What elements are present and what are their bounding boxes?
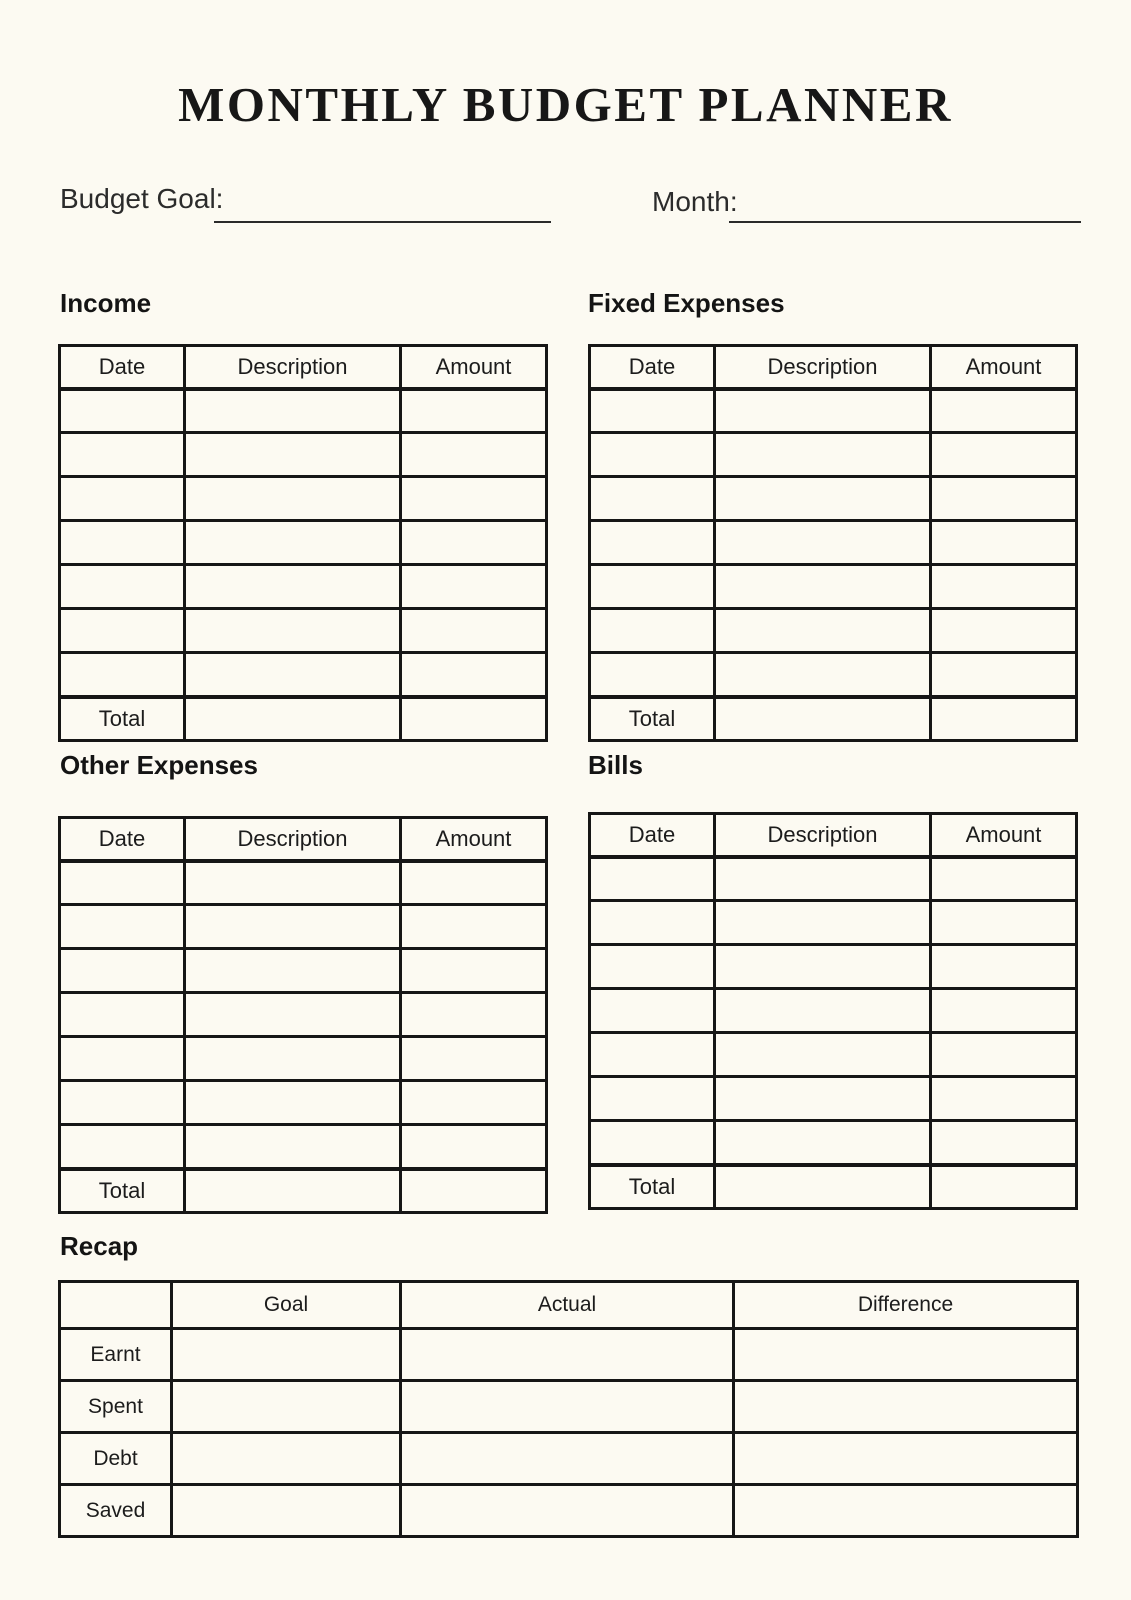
other-expenses-date-cell[interactable]	[60, 1081, 185, 1125]
bills-amount-cell[interactable]	[931, 857, 1077, 901]
other-expenses-total-label: Total	[60, 1169, 185, 1213]
budget-goal-label: Budget Goal:	[60, 183, 224, 214]
recap-earnt-goal-cell[interactable]	[172, 1329, 401, 1381]
fixed-expenses-amount-cell[interactable]	[931, 565, 1077, 609]
bills-row	[590, 1121, 1077, 1165]
income-description-cell[interactable]	[185, 609, 401, 653]
fixed-expenses-column-header-description: Description	[715, 346, 931, 389]
bills-amount-cell[interactable]	[931, 945, 1077, 989]
income-row	[60, 389, 547, 433]
income-amount-cell[interactable]	[401, 521, 547, 565]
fixed-expenses-row	[590, 653, 1077, 697]
income-description-cell[interactable]	[185, 565, 401, 609]
fixed-expenses-date-cell[interactable]	[590, 521, 715, 565]
bills-row	[590, 1033, 1077, 1077]
other-expenses-header-row	[60, 818, 547, 861]
other-expenses-amount-cell[interactable]	[401, 1037, 547, 1081]
bills-amount-cell[interactable]	[931, 989, 1077, 1033]
section-heading-fixed-expenses: Fixed Expenses	[588, 288, 785, 318]
other-expenses-row	[60, 949, 547, 993]
other-expenses-amount-cell[interactable]	[401, 1081, 547, 1125]
fixed-expenses-row	[590, 565, 1077, 609]
other-expenses-row	[60, 1081, 547, 1125]
other-expenses-date-cell[interactable]	[60, 1037, 185, 1081]
income-description-cell[interactable]	[185, 521, 401, 565]
income-description-cell[interactable]	[185, 653, 401, 697]
bills-description-cell[interactable]	[715, 1033, 931, 1077]
month-label: Month:	[652, 186, 738, 217]
bills-amount-cell[interactable]	[931, 1121, 1077, 1165]
income-amount-cell[interactable]	[401, 389, 547, 433]
income-total-row	[60, 697, 547, 741]
other-expenses-date-cell[interactable]	[60, 905, 185, 949]
income-date-cell[interactable]	[60, 609, 185, 653]
other-expenses-description-cell[interactable]	[185, 1037, 401, 1081]
fixed-expenses-date-cell[interactable]	[590, 477, 715, 521]
other-expenses-total-description-cell[interactable]	[185, 1169, 401, 1213]
other-expenses-total-amount-cell[interactable]	[401, 1169, 547, 1213]
fixed-expenses-description-cell[interactable]	[715, 433, 931, 477]
fixed-expenses-row	[590, 521, 1077, 565]
fixed-expenses-total-label: Total	[590, 697, 715, 741]
other-expenses-amount-cell[interactable]	[401, 949, 547, 993]
fixed-expenses-column-header-amount: Amount	[931, 346, 1077, 389]
bills-column-header-description: Description	[715, 814, 931, 857]
income-amount-cell[interactable]	[401, 609, 547, 653]
budget-goal-line[interactable]	[214, 221, 551, 223]
bills-column-header-amount: Amount	[931, 814, 1077, 857]
bills-description-cell[interactable]	[715, 1121, 931, 1165]
bills-row	[590, 945, 1077, 989]
recap-table	[58, 1280, 1079, 1538]
recap-saved-actual-cell[interactable]	[401, 1485, 734, 1537]
fixed-expenses-amount-cell[interactable]	[931, 433, 1077, 477]
bills-amount-cell[interactable]	[931, 1033, 1077, 1077]
other-expenses-table	[58, 816, 548, 1214]
income-row	[60, 565, 547, 609]
bills-description-cell[interactable]	[715, 1077, 931, 1121]
bills-row	[590, 901, 1077, 945]
other-expenses-column-header-date: Date	[60, 818, 185, 861]
income-row	[60, 477, 547, 521]
other-expenses-row	[60, 993, 547, 1037]
other-expenses-row	[60, 1125, 547, 1169]
fixed-expenses-header-row	[590, 346, 1077, 389]
other-expenses-date-cell[interactable]	[60, 861, 185, 905]
other-expenses-description-cell[interactable]	[185, 949, 401, 993]
recap-earnt-actual-cell[interactable]	[401, 1329, 734, 1381]
other-expenses-amount-cell[interactable]	[401, 905, 547, 949]
section-heading-recap: Recap	[60, 1231, 139, 1261]
bills-amount-cell[interactable]	[931, 1077, 1077, 1121]
other-expenses-amount-cell[interactable]	[401, 861, 547, 905]
other-expenses-date-cell[interactable]	[60, 1125, 185, 1169]
bills-column-header-date: Date	[590, 814, 715, 857]
fixed-expenses-row	[590, 433, 1077, 477]
fixed-expenses-date-cell[interactable]	[590, 609, 715, 653]
income-description-cell[interactable]	[185, 477, 401, 521]
income-column-header-amount: Amount	[401, 346, 547, 389]
bills-date-cell[interactable]	[590, 1077, 715, 1121]
fixed-expenses-date-cell[interactable]	[590, 433, 715, 477]
income-date-cell[interactable]	[60, 433, 185, 477]
fixed-expenses-amount-cell[interactable]	[931, 389, 1077, 433]
bills-description-cell[interactable]	[715, 857, 931, 901]
income-date-cell[interactable]	[60, 389, 185, 433]
income-date-cell[interactable]	[60, 477, 185, 521]
recap-debt-actual-cell[interactable]	[401, 1433, 734, 1485]
other-expenses-column-header-amount: Amount	[401, 818, 547, 861]
income-amount-cell[interactable]	[401, 433, 547, 477]
fixed-expenses-description-cell[interactable]	[715, 653, 931, 697]
bills-total-row	[590, 1165, 1077, 1209]
income-total-description-cell[interactable]	[185, 697, 401, 741]
other-expenses-description-cell[interactable]	[185, 861, 401, 905]
recap-debt-difference-cell[interactable]	[734, 1433, 1078, 1485]
bills-description-cell[interactable]	[715, 989, 931, 1033]
bills-description-cell[interactable]	[715, 901, 931, 945]
fixed-expenses-total-description-cell[interactable]	[715, 697, 931, 741]
bills-date-cell[interactable]	[590, 989, 715, 1033]
other-expenses-description-cell[interactable]	[185, 1081, 401, 1125]
fixed-expenses-total-row	[590, 697, 1077, 741]
bills-date-cell[interactable]	[590, 945, 715, 989]
bills-date-cell[interactable]	[590, 901, 715, 945]
bills-date-cell[interactable]	[590, 1033, 715, 1077]
bills-date-cell[interactable]	[590, 1121, 715, 1165]
month-line[interactable]	[729, 221, 1081, 223]
income-amount-cell[interactable]	[401, 477, 547, 521]
bills-row	[590, 989, 1077, 1033]
income-amount-cell[interactable]	[401, 653, 547, 697]
page-title: MONTHLY BUDGET PLANNER	[178, 77, 953, 132]
recap-row-label-earnt: Earnt	[60, 1329, 172, 1381]
income-date-cell[interactable]	[60, 653, 185, 697]
bills-row	[590, 1077, 1077, 1121]
fixed-expenses-description-cell[interactable]	[715, 609, 931, 653]
section-heading-other-expenses: Other Expenses	[60, 750, 258, 780]
fixed-expenses-date-cell[interactable]	[590, 565, 715, 609]
section-heading-income: Income	[60, 288, 152, 318]
income-row	[60, 609, 547, 653]
recap-column-header-difference: Difference	[734, 1282, 1078, 1329]
recap-column-header-blank	[60, 1282, 172, 1329]
recap-earnt-difference-cell[interactable]	[734, 1329, 1078, 1381]
recap-spent-actual-cell[interactable]	[401, 1381, 734, 1433]
income-column-header-date: Date	[60, 346, 185, 389]
fixed-expenses-row	[590, 609, 1077, 653]
other-expenses-description-cell[interactable]	[185, 993, 401, 1037]
bills-total-amount-cell[interactable]	[931, 1165, 1077, 1209]
recap-header-row	[60, 1282, 1078, 1329]
fixed-expenses-description-cell[interactable]	[715, 477, 931, 521]
other-expenses-amount-cell[interactable]	[401, 993, 547, 1037]
other-expenses-description-cell[interactable]	[185, 1125, 401, 1169]
other-expenses-description-cell[interactable]	[185, 905, 401, 949]
recap-saved-difference-cell[interactable]	[734, 1485, 1078, 1537]
fixed-expenses-date-cell[interactable]	[590, 389, 715, 433]
recap-row-label-spent: Spent	[60, 1381, 172, 1433]
section-heading-bills: Bills	[588, 750, 643, 780]
other-expenses-date-cell[interactable]	[60, 993, 185, 1037]
recap-debt-goal-cell[interactable]	[172, 1433, 401, 1485]
fixed-expenses-description-cell[interactable]	[715, 521, 931, 565]
recap-spent-goal-cell[interactable]	[172, 1381, 401, 1433]
recap-row-spent	[60, 1381, 1078, 1433]
fixed-expenses-amount-cell[interactable]	[931, 477, 1077, 521]
bills-header-row	[590, 814, 1077, 857]
other-expenses-amount-cell[interactable]	[401, 1125, 547, 1169]
recap-row-earnt	[60, 1329, 1078, 1381]
fixed-expenses-row	[590, 389, 1077, 433]
fixed-expenses-amount-cell[interactable]	[931, 609, 1077, 653]
recap-row-label-saved: Saved	[60, 1485, 172, 1537]
fixed-expenses-description-cell[interactable]	[715, 389, 931, 433]
other-expenses-row	[60, 905, 547, 949]
fixed-expenses-amount-cell[interactable]	[931, 521, 1077, 565]
fixed-expenses-amount-cell[interactable]	[931, 653, 1077, 697]
bills-date-cell[interactable]	[590, 857, 715, 901]
other-expenses-total-row	[60, 1169, 547, 1213]
income-date-cell[interactable]	[60, 521, 185, 565]
income-row	[60, 433, 547, 477]
other-expenses-date-cell[interactable]	[60, 949, 185, 993]
recap-column-header-actual: Actual	[401, 1282, 734, 1329]
bills-description-cell[interactable]	[715, 945, 931, 989]
other-expenses-row	[60, 1037, 547, 1081]
income-table	[58, 344, 548, 742]
fixed-expenses-table	[588, 344, 1078, 742]
fixed-expenses-column-header-date: Date	[590, 346, 715, 389]
income-row	[60, 521, 547, 565]
income-description-cell[interactable]	[185, 389, 401, 433]
bills-total-label: Total	[590, 1165, 715, 1209]
recap-row-saved	[60, 1485, 1078, 1537]
recap-column-header-goal: Goal	[172, 1282, 401, 1329]
bills-table	[588, 812, 1078, 1210]
fixed-expenses-date-cell[interactable]	[590, 653, 715, 697]
income-row	[60, 653, 547, 697]
income-total-label: Total	[60, 697, 185, 741]
income-column-header-description: Description	[185, 346, 401, 389]
recap-saved-goal-cell[interactable]	[172, 1485, 401, 1537]
bills-row	[590, 857, 1077, 901]
income-header-row	[60, 346, 547, 389]
income-amount-cell[interactable]	[401, 565, 547, 609]
recap-spent-difference-cell[interactable]	[734, 1381, 1078, 1433]
income-description-cell[interactable]	[185, 433, 401, 477]
bills-total-description-cell[interactable]	[715, 1165, 931, 1209]
other-expenses-column-header-description: Description	[185, 818, 401, 861]
fixed-expenses-total-amount-cell[interactable]	[931, 697, 1077, 741]
income-date-cell[interactable]	[60, 565, 185, 609]
recap-row-label-debt: Debt	[60, 1433, 172, 1485]
fixed-expenses-description-cell[interactable]	[715, 565, 931, 609]
income-total-amount-cell[interactable]	[401, 697, 547, 741]
other-expenses-row	[60, 861, 547, 905]
fixed-expenses-row	[590, 477, 1077, 521]
bills-amount-cell[interactable]	[931, 901, 1077, 945]
recap-row-debt	[60, 1433, 1078, 1485]
